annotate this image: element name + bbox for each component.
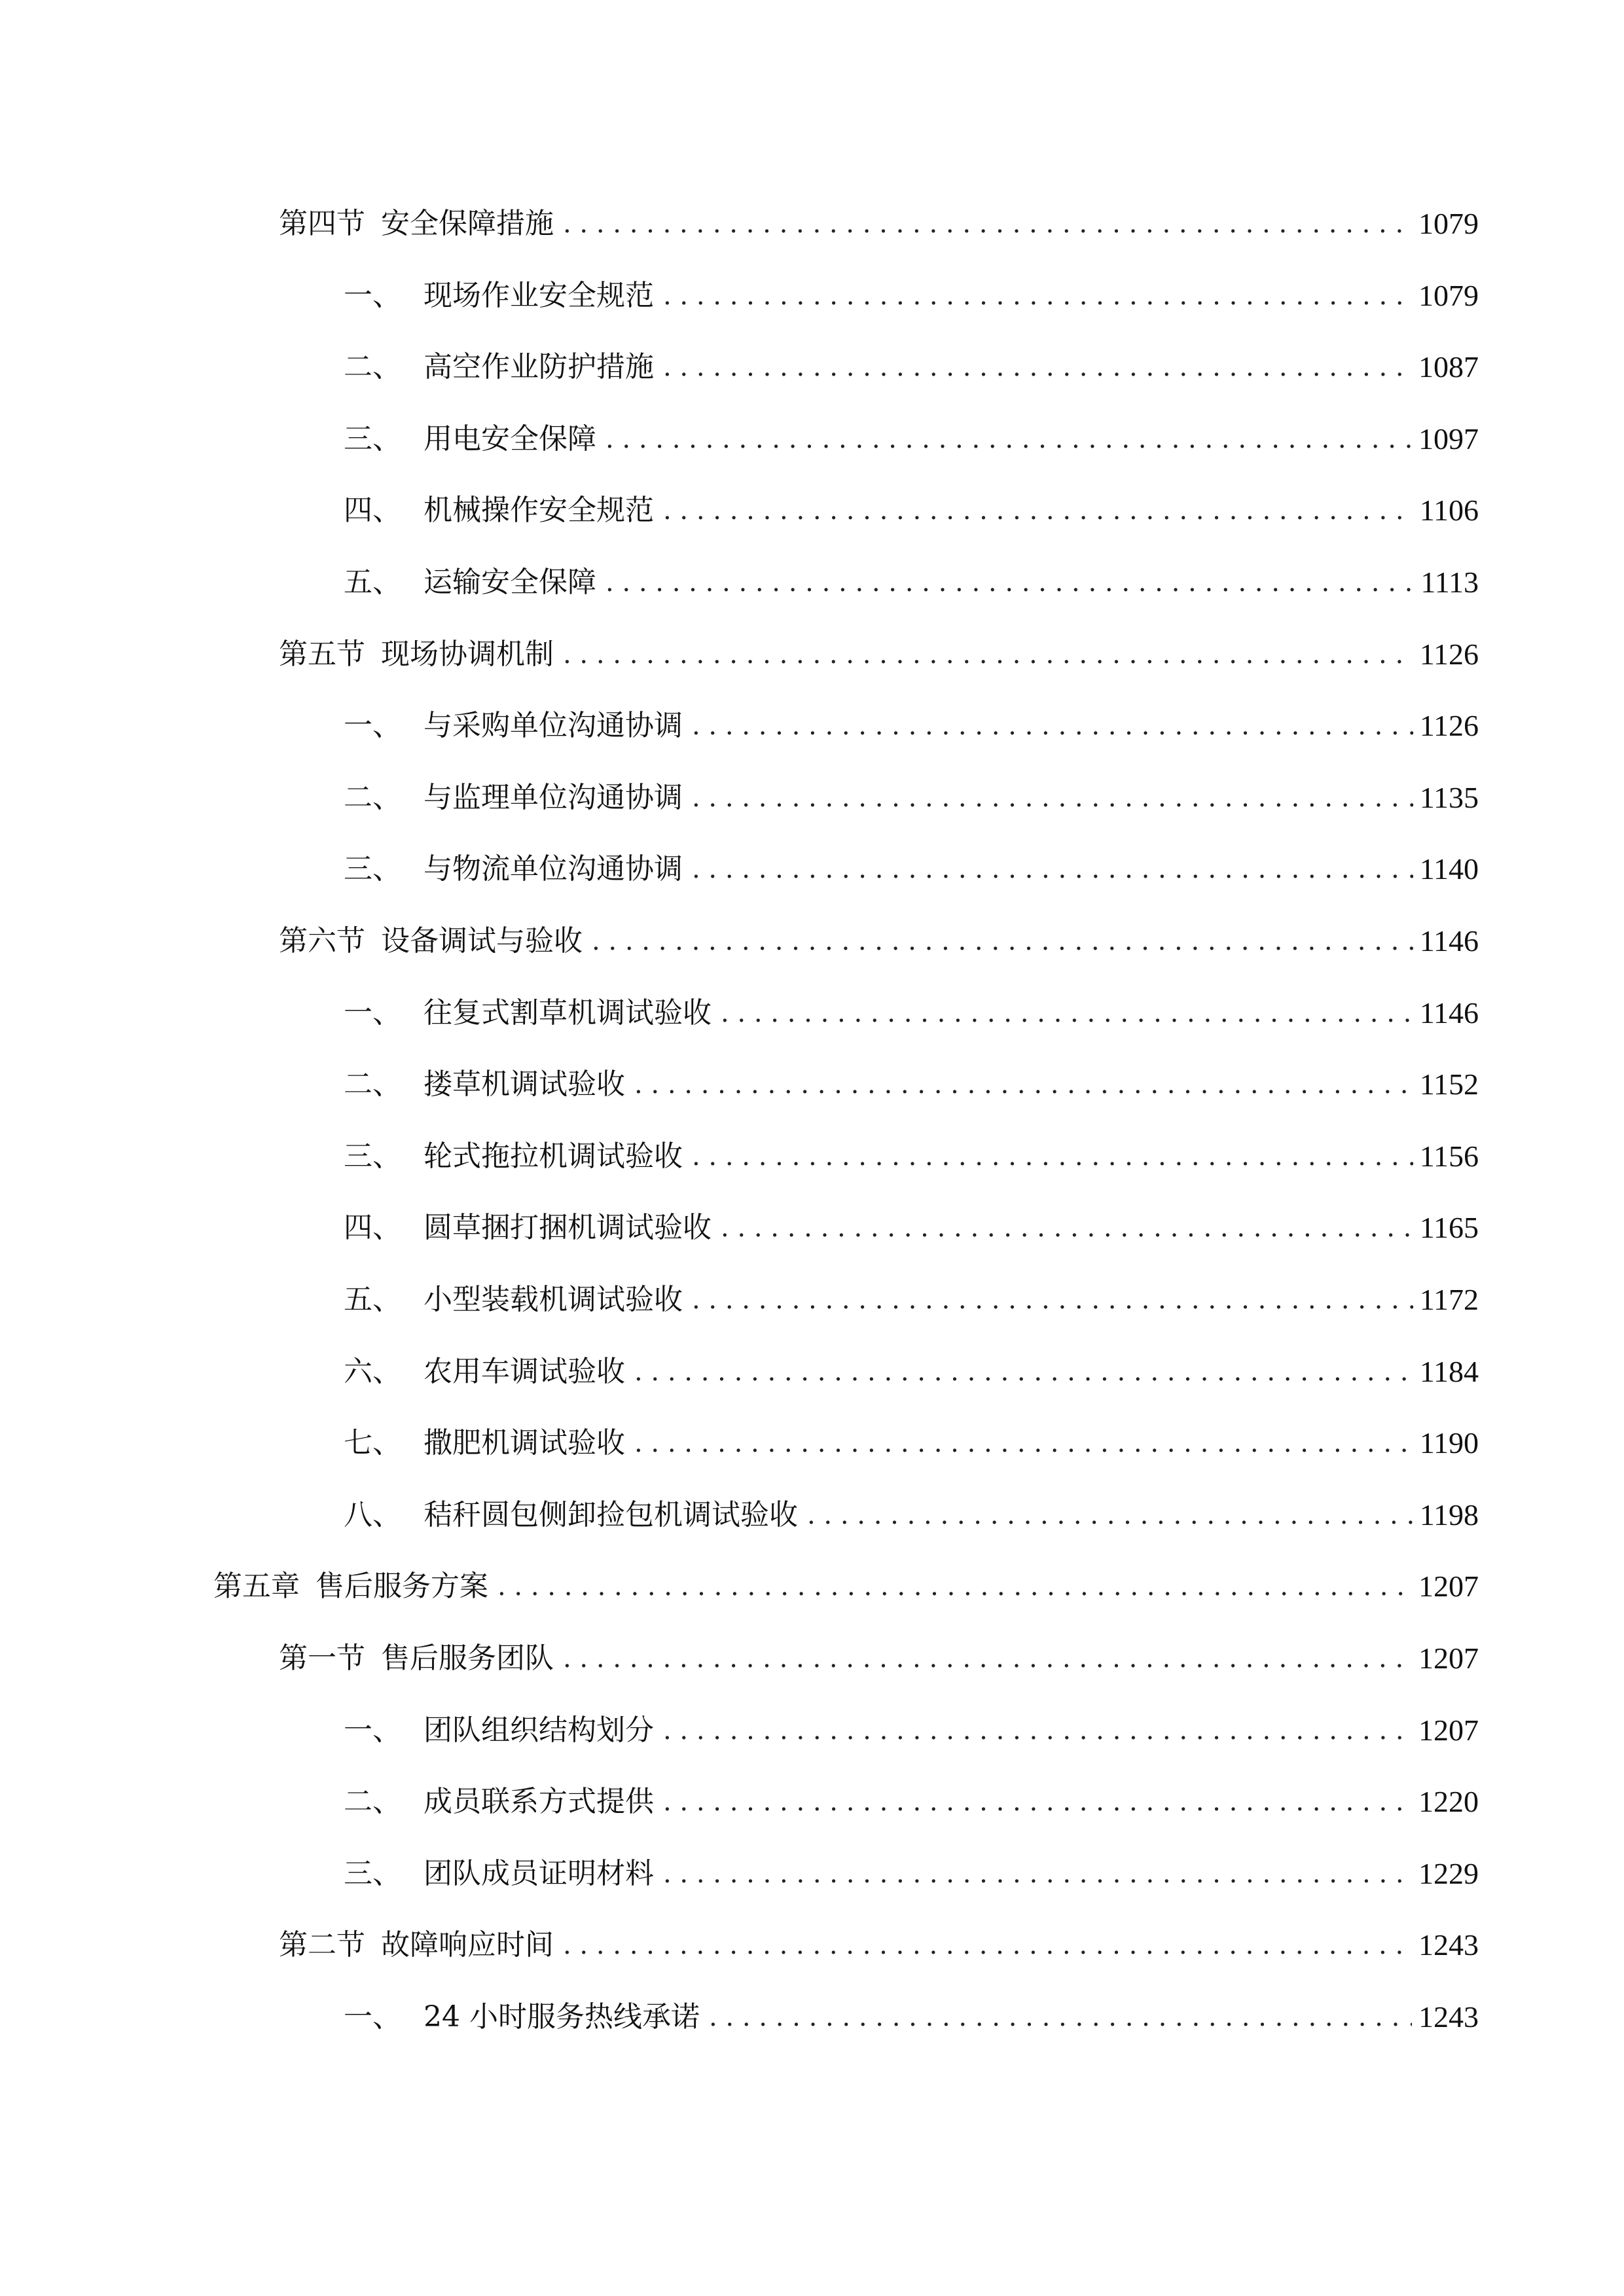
toc-entry-title: 圆草捆打捆机调试验收	[424, 1211, 712, 1244]
toc-entry-page: 1146	[1419, 924, 1479, 958]
toc-entry-number: 七、	[344, 1426, 401, 1460]
toc-entry-page: 1243	[1418, 2000, 1479, 2034]
dot-leader	[692, 778, 1413, 817]
toc-entry-page: 1190	[1419, 1426, 1479, 1460]
toc-entry[interactable]	[344, 1117, 1479, 1176]
toc-entry[interactable]	[344, 1763, 1479, 1821]
toc-entry-title: 售后服务方案	[316, 1570, 488, 1603]
toc-entry[interactable]	[344, 1978, 1479, 2037]
toc-entry-number: 第五章	[213, 1570, 300, 1603]
toc-entry-number: 四、	[344, 493, 401, 527]
toc-entry[interactable]	[279, 1619, 1479, 1678]
dot-leader	[563, 204, 1412, 243]
toc-entry-number: 六、	[344, 1355, 401, 1388]
dot-leader	[663, 1854, 1412, 1893]
toc-entry-page: 1184	[1419, 1355, 1479, 1388]
toc-entry-number: 三、	[344, 852, 401, 886]
toc-entry-page: 1207	[1418, 1713, 1479, 1747]
toc-entry[interactable]	[213, 1547, 1479, 1606]
toc-entry-page: 1220	[1418, 1785, 1479, 1818]
toc-entry[interactable]	[279, 902, 1479, 961]
toc-entry-title: 售后服务团队	[381, 1641, 554, 1675]
toc-entry-title: 与监理单位沟通协调	[424, 781, 683, 814]
toc-entry-page: 1207	[1418, 1570, 1479, 1603]
toc-entry-number: 三、	[344, 1139, 401, 1173]
toc-entry-page: 1087	[1418, 350, 1479, 384]
toc-entry-page: 1097	[1418, 422, 1479, 456]
toc-entry-number: 第一节	[279, 1641, 365, 1675]
dot-leader	[709, 1998, 1412, 2037]
toc-entry-title: 撒肥机调试验收	[424, 1426, 625, 1460]
toc-entry-number: 二、	[344, 781, 401, 814]
toc-entry-number: 一、	[344, 709, 401, 742]
dot-leader	[563, 635, 1413, 674]
toc-entry-number: 五、	[344, 1283, 401, 1316]
dot-leader	[692, 1280, 1413, 1319]
dot-leader	[721, 1208, 1413, 1247]
toc-entry-number: 第六节	[279, 924, 365, 958]
toc-entry-number: 一、	[344, 279, 401, 312]
toc-entry[interactable]	[344, 1045, 1479, 1104]
toc-entry-title: 团队组织结构划分	[424, 1713, 654, 1747]
toc-entry-page: 1207	[1418, 1641, 1479, 1675]
toc-entry[interactable]	[279, 185, 1479, 243]
dot-leader	[663, 276, 1412, 315]
toc-entry[interactable]	[279, 615, 1479, 674]
toc-entry-page: 1135	[1419, 781, 1479, 814]
toc-entry-title: 用电安全保障	[424, 422, 596, 456]
toc-entry[interactable]	[344, 1261, 1479, 1319]
toc-entry-title: 农用车调试验收	[424, 1355, 625, 1388]
toc-entry-number: 三、	[344, 422, 401, 456]
toc-entry-title: 搂草机调试验收	[424, 1067, 625, 1101]
toc-entry[interactable]	[344, 1189, 1479, 1247]
toc-entry-number: 三、	[344, 1857, 401, 1890]
toc-entry[interactable]	[344, 400, 1479, 459]
toc-entry[interactable]	[344, 1835, 1479, 1893]
dot-leader	[634, 1424, 1413, 1463]
toc-entry-title: 团队成员证明材料	[424, 1857, 654, 1890]
toc-entry[interactable]	[344, 1333, 1479, 1391]
toc-entry-title: 安全保障措施	[381, 207, 554, 240]
toc-entry-number: 四、	[344, 1211, 401, 1244]
toc-entry[interactable]	[344, 687, 1479, 745]
dot-leader	[605, 563, 1414, 602]
toc-entry-title: 轮式拖拉机调试验收	[424, 1139, 683, 1173]
toc-entry-page: 1140	[1419, 852, 1479, 886]
toc-entry-title: 现场作业安全规范	[424, 279, 654, 312]
toc-entry-page: 1126	[1419, 637, 1479, 671]
toc-entry-page: 1106	[1419, 493, 1479, 527]
dot-leader	[634, 1352, 1413, 1391]
dot-leader	[663, 1782, 1412, 1821]
toc-entry-title: 往复式割草机调试验收	[424, 996, 712, 1030]
toc-entry-page: 1152	[1419, 1067, 1479, 1101]
toc-entry[interactable]	[344, 471, 1479, 530]
toc-entry-title: 故障响应时间	[381, 1928, 554, 1962]
toc-entry[interactable]	[279, 1906, 1479, 1965]
dot-leader	[692, 850, 1413, 889]
toc-entry-title: 小型装载机调试验收	[424, 1283, 683, 1316]
dot-leader	[634, 1065, 1413, 1104]
toc-entry[interactable]	[344, 1404, 1479, 1463]
dot-leader	[563, 1639, 1412, 1678]
toc-entry-title: 机械操作安全规范	[424, 493, 654, 527]
toc-entry-page: 1079	[1418, 207, 1479, 240]
toc-entry-number: 八、	[344, 1498, 401, 1532]
toc-entry-title: 运输安全保障	[424, 565, 596, 599]
toc-entry-title: 现场协调机制	[381, 637, 554, 671]
dot-leader	[692, 706, 1413, 745]
toc-entry-page: 1156	[1419, 1139, 1479, 1173]
toc-entry-page: 1079	[1418, 279, 1479, 312]
toc-entry[interactable]	[344, 257, 1479, 315]
dot-leader	[663, 1711, 1412, 1750]
toc-entry-page: 1198	[1419, 1498, 1479, 1532]
toc-entry-number: 第四节	[279, 207, 365, 240]
toc-entry[interactable]	[344, 1476, 1479, 1535]
toc-entry-number: 一、	[344, 996, 401, 1030]
toc-entry[interactable]	[344, 830, 1479, 889]
toc-entry-number: 第二节	[279, 1928, 365, 1962]
toc-entry-page: 1165	[1419, 1211, 1479, 1244]
toc-entry[interactable]	[344, 759, 1479, 817]
toc-entry-number: 五、	[344, 565, 401, 599]
toc-entry-page: 1229	[1418, 1857, 1479, 1890]
toc-entry-number: 二、	[344, 350, 401, 384]
dot-leader	[497, 1567, 1412, 1606]
dot-leader	[692, 1137, 1413, 1176]
dot-leader	[807, 1496, 1413, 1535]
toc-entry-page: 1113	[1420, 565, 1479, 599]
toc-entry-number: 第五节	[279, 637, 365, 671]
toc-entry-title: 24 小时服务热线承诺	[424, 2000, 700, 2034]
dot-leader	[663, 348, 1412, 387]
toc-entry-number: 一、	[344, 1713, 401, 1747]
dot-leader	[592, 922, 1413, 961]
dot-leader	[663, 491, 1413, 530]
toc-entry-number: 一、	[344, 2000, 401, 2034]
toc-entry-page: 1172	[1419, 1283, 1479, 1316]
dot-leader	[721, 994, 1413, 1033]
toc-entry-page: 1243	[1418, 1928, 1479, 1962]
toc-entry-title: 高空作业防护措施	[424, 350, 654, 384]
toc-entry[interactable]	[344, 543, 1479, 602]
toc-entry-title: 成员联系方式提供	[424, 1785, 654, 1818]
toc-entry[interactable]	[344, 1691, 1479, 1750]
dot-leader	[563, 1926, 1412, 1965]
toc-entry-title: 与物流单位沟通协调	[424, 852, 683, 886]
toc-entry-page: 1146	[1419, 996, 1479, 1030]
toc-entry[interactable]	[344, 328, 1479, 387]
toc-entry-page: 1126	[1419, 709, 1479, 742]
toc-entry-number: 二、	[344, 1067, 401, 1101]
toc-entry-title: 秸秆圆包侧卸捡包机调试验收	[424, 1498, 798, 1532]
toc-entry-number: 二、	[344, 1785, 401, 1818]
toc-entry[interactable]	[344, 974, 1479, 1033]
dot-leader	[605, 420, 1412, 459]
toc-entry-title: 设备调试与验收	[381, 924, 583, 958]
toc-entry-title: 与采购单位沟通协调	[424, 709, 683, 742]
